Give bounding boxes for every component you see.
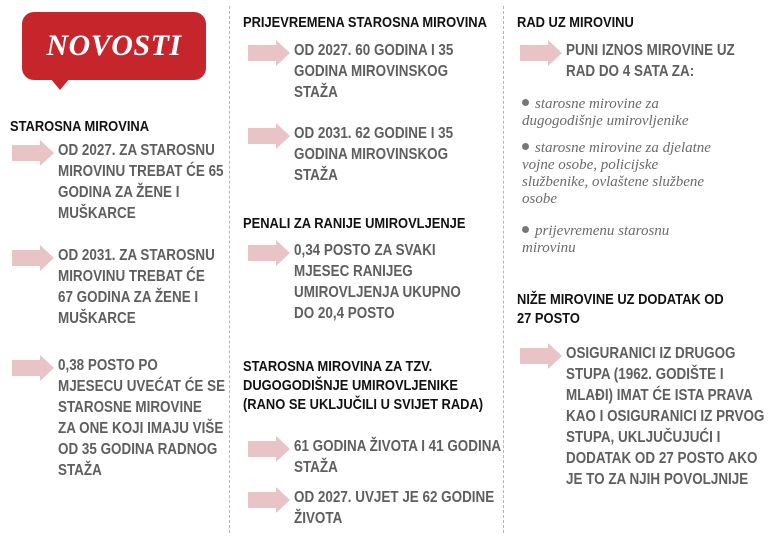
arrow-icon xyxy=(248,436,290,462)
arrow-icon xyxy=(248,487,290,513)
item-text: PUNI IZNOS MIROVINE UZ RAD DO 4 SATA ZA: xyxy=(566,42,735,80)
item-text: 0,34 POSTO ZA SVAKI MJESEC RANIJEG UMIROVLJENJA UKUPNO DO 20,4 POSTO xyxy=(294,242,461,322)
bullet-item: starosne mirovine za dugogodišnje umirovljenike xyxy=(522,96,689,129)
item-text: 0,38 POSTO PO MJESECU UVEĆAT ĆE SE STAROSNE MIROVINE ZA ONE KOJI IMAJU VIŠE OD 35 GODINA RADNOG STAŽA xyxy=(58,357,226,479)
item-text: OD 2027. 60 GODINA I 35 GODINA MIROVINSKOG STAŽA xyxy=(294,42,454,101)
bullet-dot xyxy=(522,99,529,106)
section-heading-starosna: STAROSNA MIROVINA xyxy=(10,118,150,135)
bullet-dot xyxy=(522,143,529,150)
item-text: OD 2027. UVJET JE 62 GODINE ŽIVOTA xyxy=(294,489,495,527)
arrow-icon xyxy=(12,355,54,381)
arrow-icon xyxy=(12,245,54,271)
item-text: 61 GODINA ŽIVOTA I 41 GODINA STAŽA xyxy=(294,438,502,476)
news-badge: NOVOSTI xyxy=(22,12,206,80)
section-heading-dugogodisnje: STAROSNA MIROVINA ZA TZV. DUGOGODIŠNJE UMIROVLJENIKE (RANO SE UKLJUČILI U SVIJET RADA) xyxy=(243,358,484,413)
bullet-item: prijevremenu starosnu mirovinu xyxy=(522,223,670,256)
section-heading-penali: PENALI ZA RANIJE UMIROVLJENJE xyxy=(243,215,466,232)
item-text: OD 2027. ZA STAROSNU MIROVINU TREBAT ĆE 65 GODINA ZA ŽENE I MUŠKARCE xyxy=(58,142,224,222)
item-text: OD 2031. ZA STAROSNU MIROVINU TREBAT ĆE 67 GODINA ZA ŽENE I MUŠKARCE xyxy=(58,247,215,327)
bullet-item: starosne mirovine za djelatne vojne osobe, policijske službenike, ovlaštene službene osobe xyxy=(522,140,711,207)
section-heading-prijevremena: PRIJEVREMENA STAROSNA MIROVINA xyxy=(243,14,487,31)
arrow-icon xyxy=(248,40,290,66)
item-text: OD 2031. 62 GODINE I 35 GODINA MIROVINSKOG STAŽA xyxy=(294,125,454,184)
arrow-icon xyxy=(248,123,290,149)
column-divider-2 xyxy=(503,6,504,533)
arrow-icon xyxy=(520,40,562,66)
arrow-icon xyxy=(12,140,54,166)
arrow-icon xyxy=(520,343,562,369)
section-heading-rad-uz-mirovinu: RAD UZ MIROVINU xyxy=(517,14,634,31)
item-text: OSIGURANICI IZ DRUGOG STUPA (1962. GODIŠTE I MLAĐI) IMAT ĆE ISTA PRAVA KAO I OSIGURANICI IZ PRVOG STUPA, UKLJUČUJUĆI I DODATAK OD 27 POSTO AKO JE TO ZA NJIH POVOLJNIJE xyxy=(566,345,765,488)
bullet-dot xyxy=(522,226,529,233)
section-heading-nize-mirovine: NIŽE MIROVINE UZ DODATAK OD 27 POSTO xyxy=(517,291,724,327)
column-divider-1 xyxy=(229,6,230,533)
arrow-icon xyxy=(248,240,290,266)
badge-tail xyxy=(50,78,70,90)
